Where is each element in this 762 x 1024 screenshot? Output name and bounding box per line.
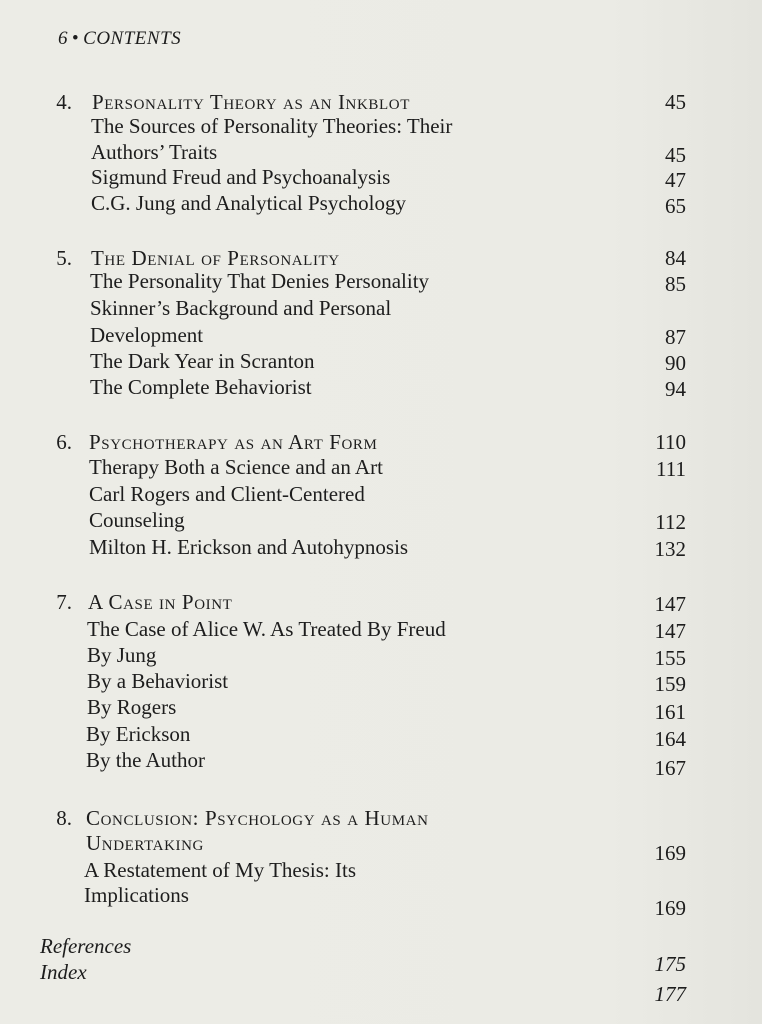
back-matter-index: Index: [40, 960, 87, 984]
entry-line: Therapy Both a Science and an Art: [89, 455, 383, 479]
entry-line: Sigmund Freud and Psychoanalysis: [91, 165, 391, 189]
chapter-title: Personality Theory as an Inkblot: [92, 90, 410, 114]
chapter-title-page: 110: [655, 430, 686, 454]
chapter-title: Psychotherapy as an Art Form: [89, 430, 378, 454]
header-title: CONTENTS: [83, 28, 182, 49]
running-header: [58, 28, 181, 50]
entry-page: 159: [654, 672, 686, 696]
entry-line: The Case of Alice W. As Treated By Freud: [87, 617, 446, 641]
entry-page: 87: [665, 325, 686, 349]
entry-page: 45: [665, 143, 686, 167]
entry-page: 161: [654, 700, 686, 724]
entry-line: Carl Rogers and Client-Centered: [89, 482, 365, 506]
entry-line: C.G. Jung and Analytical Psychology: [91, 191, 406, 215]
chapter-number: 6.: [56, 430, 72, 454]
entry-page: 47: [665, 168, 686, 192]
entry-line: The Dark Year in Scranton: [90, 349, 315, 373]
entry-line: The Sources of Personality Theories: Their: [91, 114, 453, 138]
entry-line: Authors’ Traits: [91, 140, 218, 164]
entry-page: 132: [654, 537, 686, 561]
back-matter-page: 177: [654, 982, 686, 1006]
back-matter-page: 175: [654, 952, 686, 976]
entry-line: Milton H. Erickson and Autohypnosis: [89, 535, 409, 559]
entry-line: The Personality That Denies Personality: [90, 269, 430, 293]
entry-line: The Complete Behaviorist: [90, 375, 312, 399]
entry-page: 164: [654, 727, 686, 751]
chapter-title-page: 84: [665, 246, 686, 270]
chapter-title-page: 147: [654, 592, 686, 616]
entry-page: 111: [656, 457, 686, 481]
entry-line: Development: [90, 323, 204, 347]
entry-page: 155: [654, 646, 686, 670]
chapter-title-page: 169: [654, 841, 686, 865]
chapter-title-line: Conclusion: Psychology as a Human: [86, 806, 429, 830]
entry-line: By Jung: [87, 643, 157, 667]
entry-page: 169: [654, 896, 686, 920]
entry-line: Implications: [84, 883, 189, 907]
entry-page: 85: [665, 272, 686, 296]
chapter-number: 8.: [56, 806, 72, 830]
entry-page: 167: [654, 756, 686, 780]
chapter-number: 4.: [56, 90, 72, 114]
entry-line: A Restatement of My Thesis: Its: [84, 858, 357, 882]
entry-page: 65: [665, 194, 686, 218]
entry-page: 147: [654, 619, 686, 643]
chapter-title-page: 45: [665, 90, 686, 114]
entry-line: By the Author: [86, 748, 205, 772]
entry-line: By Rogers: [87, 695, 177, 719]
entry-page: 90: [665, 351, 686, 375]
header-page-number: 6: [58, 28, 68, 49]
entry-line: Counseling: [89, 508, 185, 532]
header-separator: •: [72, 28, 80, 49]
entry-page: 94: [665, 377, 686, 401]
chapter-title: A Case in Point: [88, 590, 233, 614]
back-matter-references: References: [40, 934, 132, 958]
entry-page: 112: [655, 510, 686, 534]
entry-line: Skinner’s Background and Personal: [90, 296, 392, 320]
chapter-number: 5.: [56, 246, 72, 270]
chapter-number: 7.: [56, 590, 72, 614]
chapter-title: The Denial of Personality: [91, 246, 340, 270]
entry-line: By a Behaviorist: [87, 669, 229, 693]
chapter-title-line: Undertaking: [86, 831, 204, 855]
entry-line: By Erickson: [86, 722, 191, 746]
